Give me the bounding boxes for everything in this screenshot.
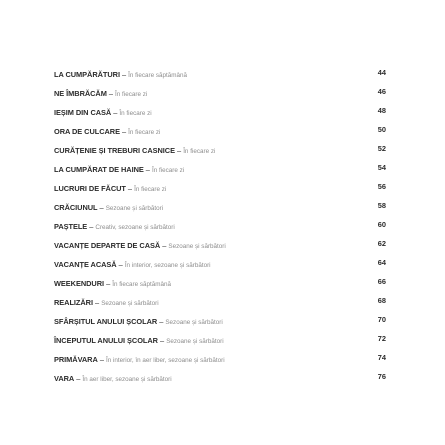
toc-title: LUCRURI DE FĂCUT — [54, 184, 126, 193]
toc-page-number: 72 — [377, 334, 386, 343]
toc-title: CRĂCIUNUL — [54, 203, 98, 212]
toc-row[interactable] — [54, 123, 386, 142]
toc-row[interactable] — [54, 104, 386, 123]
toc-title: CURĂȚENIE ȘI TREBURI CASNICE — [54, 146, 175, 155]
toc-row[interactable] — [54, 275, 386, 294]
toc-title: IEȘIM DIN CASĂ — [54, 108, 112, 117]
toc-separator: – — [106, 89, 116, 98]
toc-separator: – — [87, 222, 96, 231]
toc-row[interactable] — [54, 256, 386, 275]
toc-separator: – — [104, 279, 113, 288]
toc-row[interactable] — [54, 161, 386, 180]
toc-title: WEEKENDURI — [54, 279, 105, 288]
toc-subtitle: În fiecare zi — [151, 167, 185, 174]
toc-row[interactable] — [54, 66, 386, 85]
toc-page-number: 62 — [377, 239, 386, 248]
toc-subtitle: Sezoane și sărbători — [165, 319, 223, 326]
toc-page-number: 68 — [377, 296, 386, 305]
toc-page-number: 52 — [377, 144, 386, 153]
toc-row[interactable] — [54, 180, 386, 199]
toc-subtitle: În interior, sezoane și sărbători — [124, 262, 211, 269]
toc-row[interactable] — [54, 370, 386, 389]
toc-title: ORA DE CULCARE — [54, 127, 120, 136]
toc-row[interactable] — [54, 199, 386, 218]
toc-title: PAȘTELE — [54, 222, 88, 231]
toc-separator: – — [92, 298, 102, 307]
toc-subtitle: În interior, în aer liber, sezoane și sărbători — [105, 357, 225, 364]
toc-separator: – — [157, 336, 167, 345]
table-of-contents — [54, 66, 386, 389]
toc-subtitle: Sezoane și sărbători — [168, 243, 226, 250]
toc-title: PRIMĂVARA — [54, 355, 98, 364]
toc-row[interactable] — [54, 332, 386, 351]
toc-page-number: 46 — [377, 87, 386, 96]
toc-separator: – — [119, 127, 129, 136]
toc-row[interactable] — [54, 351, 386, 370]
toc-separator: – — [119, 70, 129, 79]
toc-separator: – — [97, 355, 106, 364]
toc-subtitle: Creativ, sezoane și sărbători — [95, 224, 175, 231]
toc-title: VACANȚE DEPARTE DE CASĂ — [54, 241, 161, 250]
toc-row[interactable] — [54, 294, 386, 313]
toc-subtitle: În fiecare săptămână — [128, 72, 187, 79]
toc-subtitle: Sezoane și sărbători — [166, 338, 224, 345]
toc-row[interactable] — [54, 237, 386, 256]
toc-separator: – — [174, 146, 184, 155]
toc-subtitle: În fiecare săptămână — [112, 281, 172, 288]
toc-page-number: 50 — [377, 125, 386, 134]
toc-page-number: 54 — [377, 163, 386, 172]
toc-row[interactable] — [54, 313, 386, 332]
toc-row[interactable] — [54, 142, 386, 161]
toc-title: VACANȚE ACASĂ — [54, 260, 117, 269]
toc-subtitle: În aer liber, sezoane și sărbători — [82, 376, 172, 383]
toc-page-number: 58 — [377, 201, 386, 210]
toc-separator: – — [74, 374, 83, 383]
toc-row[interactable] — [54, 218, 386, 237]
toc-subtitle: În fiecare zi — [128, 129, 161, 136]
toc-separator: – — [116, 260, 125, 269]
toc-page-number: 56 — [377, 182, 386, 191]
toc-subtitle: În fiecare zi — [183, 148, 216, 155]
toc-title: ÎNCEPUTUL ANULUI ȘCOLAR — [54, 336, 158, 345]
toc-separator: – — [143, 165, 152, 174]
toc-page-number: 60 — [377, 220, 386, 229]
toc-page-number: 44 — [377, 68, 386, 77]
toc-page-number: 74 — [377, 353, 386, 362]
toc-page-number: 66 — [377, 277, 386, 286]
toc-page-number: 76 — [377, 372, 386, 381]
toc-title: LA CUMPĂRAT DE HAINE — [54, 165, 144, 174]
toc-subtitle: În fiecare zi — [134, 186, 167, 193]
toc-subtitle: Sezoane și sărbători — [105, 205, 164, 212]
toc-title: NE ÎMBRĂCĂM — [54, 89, 107, 98]
toc-separator: – — [97, 203, 106, 212]
toc-page-number: 48 — [377, 106, 386, 115]
toc-title: SFÂRȘITUL ANULUI ȘCOLAR — [54, 317, 158, 326]
toc-page-number: 64 — [377, 258, 386, 267]
toc-subtitle: În fiecare zi — [119, 110, 152, 117]
toc-separator: – — [160, 241, 169, 250]
toc-subtitle: În fiecare zi — [115, 91, 148, 98]
toc-separator: – — [111, 108, 120, 117]
toc-subtitle: Sezoane și sărbători — [101, 300, 159, 307]
toc-separator: – — [125, 184, 135, 193]
toc-separator: – — [157, 317, 166, 326]
toc-row[interactable] — [54, 85, 386, 104]
toc-title: REALIZĂRI — [54, 298, 93, 307]
toc-title: VARA — [54, 374, 75, 383]
toc-title: LA CUMPĂRĂTURI — [54, 70, 120, 79]
toc-page-number: 70 — [377, 315, 386, 324]
